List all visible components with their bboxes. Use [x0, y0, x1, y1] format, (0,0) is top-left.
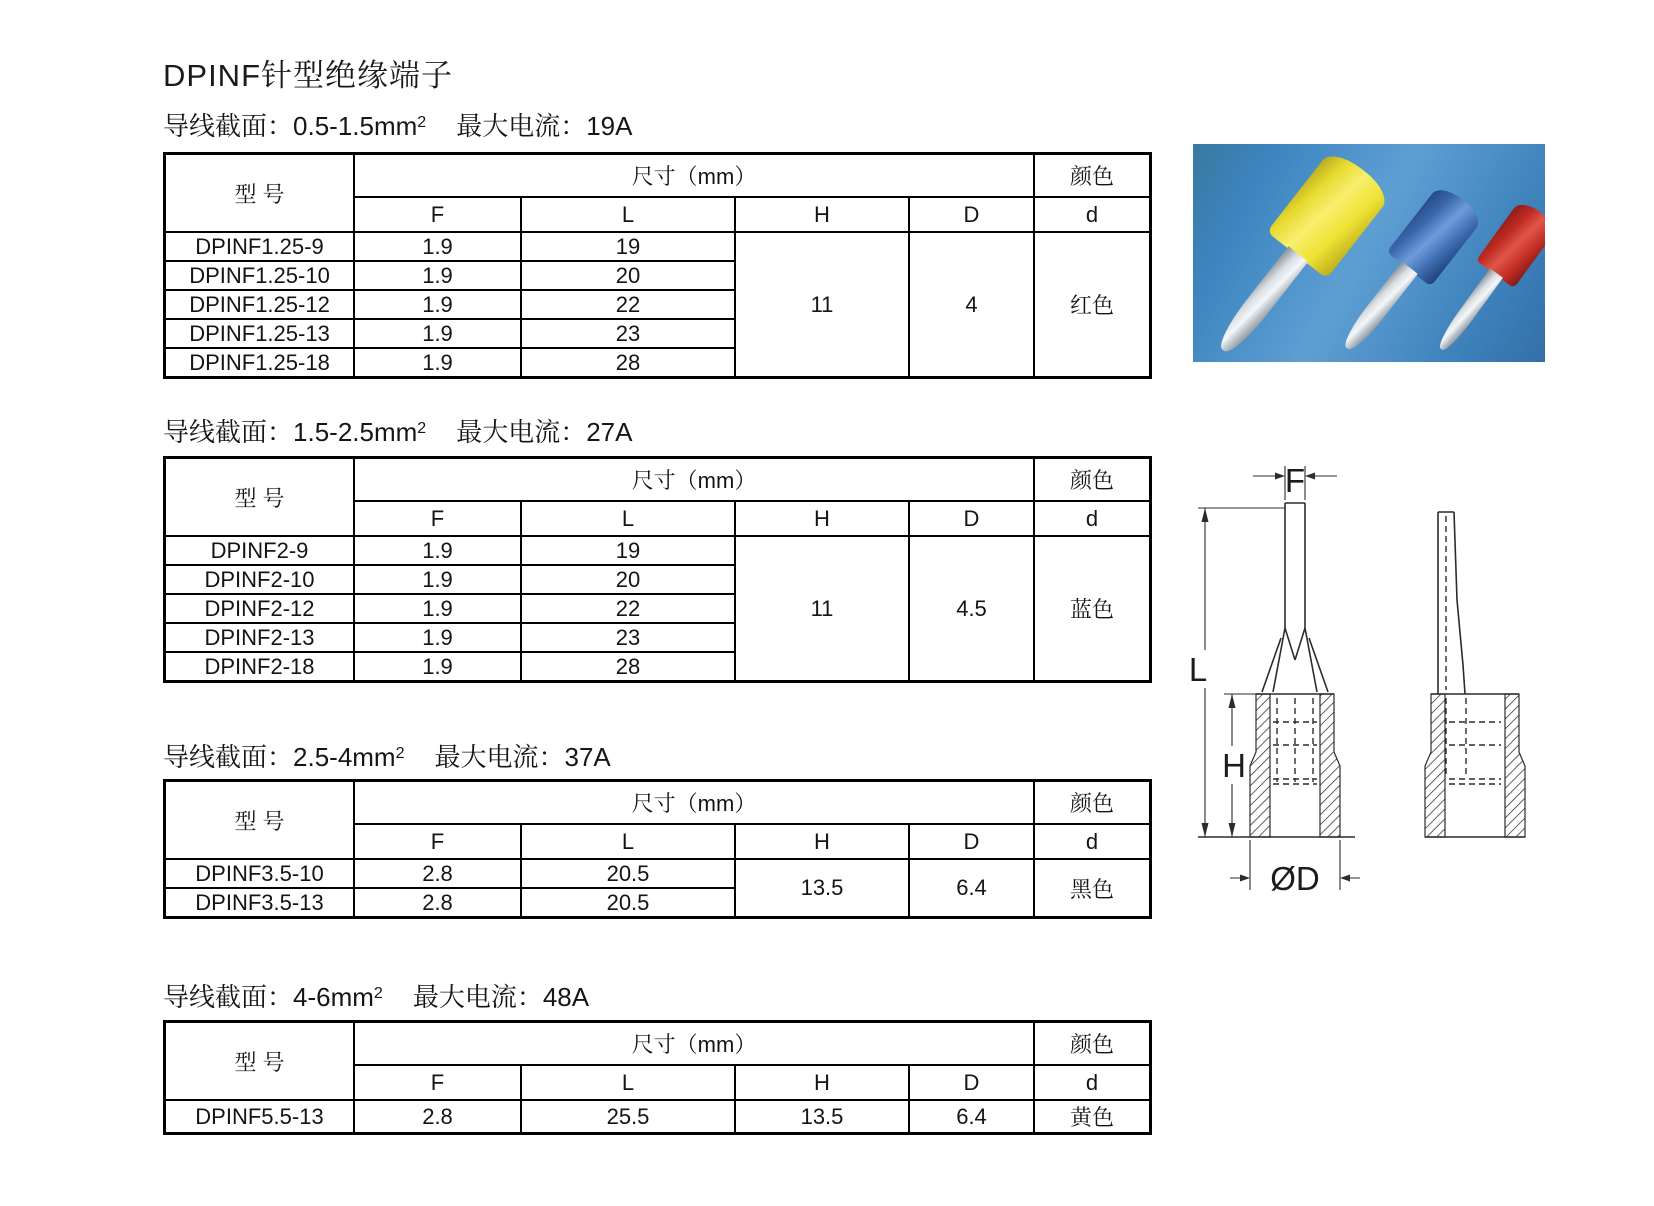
header-dimensions: 尺寸（mm） [354, 1022, 1034, 1066]
col-D: D [909, 1065, 1034, 1100]
col-F: F [354, 501, 521, 536]
l-cell: 25.5 [521, 1100, 735, 1134]
wire-section-label: 导线截面： [163, 982, 294, 1012]
sleeve-wall-left [1250, 694, 1270, 837]
wire-section-range: 0.5-1.5mm [293, 111, 418, 141]
terminal-pin [1339, 262, 1418, 355]
table-row [165, 232, 1151, 261]
h-cell: 13.5 [735, 859, 909, 918]
max-current-label: 最大电流： [434, 742, 565, 772]
l-dim-label: L [1188, 651, 1208, 688]
f-cell: 1.9 [354, 348, 521, 378]
spec-table-2 [163, 456, 1152, 683]
superscript-2: 2 [417, 114, 427, 131]
col-H: H [735, 1065, 909, 1100]
d-cell: 6.4 [909, 1100, 1034, 1134]
model-cell: DPINF2-18 [165, 652, 355, 682]
col-H: H [735, 824, 909, 859]
model-cell: DPINF3.5-13 [165, 888, 355, 918]
product-photo [1193, 144, 1545, 362]
model-cell: DPINF3.5-10 [165, 859, 355, 888]
wire-section-label: 导线截面： [163, 417, 294, 447]
f-cell: 1.9 [354, 232, 521, 261]
l-cell: 20.5 [521, 859, 735, 888]
max-current-label: 最大电流： [412, 982, 543, 1012]
spec-table-4 [163, 1020, 1152, 1135]
color-cell: 黄色 [1034, 1100, 1151, 1134]
color-cell: 红色 [1034, 232, 1151, 378]
header-model: 型 号 [165, 458, 355, 537]
d-cell: 6.4 [909, 859, 1034, 918]
l-cell: 28 [521, 348, 735, 378]
col-D: D [909, 501, 1034, 536]
wire-section-label: 导线截面： [163, 742, 294, 772]
f-cell: 1.9 [354, 261, 521, 290]
side-wall-right [1505, 694, 1525, 837]
header-dimensions: 尺寸（mm） [354, 781, 1034, 825]
superscript-2: 2 [417, 420, 427, 437]
d-cell: 4.5 [909, 536, 1034, 682]
spec-table-1 [163, 152, 1152, 379]
section2-subtitle [163, 412, 632, 449]
f-cell: 2.8 [354, 888, 521, 918]
section3-subtitle [163, 737, 611, 774]
model-cell: DPINF1.25-9 [165, 232, 355, 261]
header-color: 颜色 [1034, 781, 1151, 825]
h-cell: 11 [735, 536, 909, 682]
l-cell: 22 [521, 290, 735, 319]
superscript-2: 2 [373, 985, 383, 1002]
col-d: d [1034, 1065, 1151, 1100]
header-color: 颜色 [1034, 458, 1151, 502]
side-crimp-dashed [1446, 698, 1501, 784]
table-row [165, 859, 1151, 888]
od-dim-label: ØD [1270, 860, 1320, 897]
wire-section-range: 1.5-2.5mm [293, 417, 418, 447]
max-current-value: 19A [586, 111, 633, 141]
max-current-value: 48A [542, 982, 590, 1012]
color-cell: 蓝色 [1034, 536, 1151, 682]
l-cell: 28 [521, 652, 735, 682]
l-cell: 20.5 [521, 888, 735, 918]
f-cell: 1.9 [354, 290, 521, 319]
model-cell: DPINF1.25-13 [165, 319, 355, 348]
l-cell: 23 [521, 319, 735, 348]
wire-section-range: 4-6mm [293, 982, 374, 1012]
max-current-value: 37A [564, 742, 611, 772]
col-L: L [521, 1065, 735, 1100]
col-d: d [1034, 501, 1151, 536]
col-H: H [735, 197, 909, 232]
model-cell: DPINF2-12 [165, 594, 355, 623]
model-cell: DPINF2-13 [165, 623, 355, 652]
h-dim-label: H [1222, 747, 1246, 784]
l-cell: 23 [521, 623, 735, 652]
f-cell: 1.9 [354, 319, 521, 348]
col-F: F [354, 824, 521, 859]
terminal-pin [1213, 246, 1308, 358]
color-cell: 黑色 [1034, 859, 1151, 918]
table-row [165, 1100, 1151, 1134]
h-cell: 11 [735, 232, 909, 378]
pin-front [1285, 503, 1305, 628]
h-cell: 13.5 [735, 1100, 909, 1134]
col-D: D [909, 824, 1034, 859]
col-F: F [354, 197, 521, 232]
l-cell: 19 [521, 232, 735, 261]
l-cell: 20 [521, 565, 735, 594]
header-dimensions: 尺寸（mm） [354, 458, 1034, 502]
max-current-label: 最大电流： [456, 417, 587, 447]
section1-subtitle [163, 106, 632, 143]
f-cell: 1.9 [354, 565, 521, 594]
spec-table-3 [163, 779, 1152, 919]
f-cell: 2.8 [354, 1100, 521, 1134]
l-cell: 22 [521, 594, 735, 623]
model-cell: DPINF1.25-18 [165, 348, 355, 378]
header-model: 型 号 [165, 154, 355, 233]
header-color: 颜色 [1034, 154, 1151, 198]
col-L: L [521, 197, 735, 232]
max-current-label: 最大电流： [456, 111, 587, 141]
header-model: 型 号 [165, 1022, 355, 1101]
f-cell: 1.9 [354, 594, 521, 623]
col-d: d [1034, 197, 1151, 232]
terminal-pin [1434, 268, 1502, 353]
model-cell: DPINF2-9 [165, 536, 355, 565]
col-F: F [354, 1065, 521, 1100]
page-title: DPINF针型绝缘端子 [163, 58, 453, 93]
table-row [165, 536, 1151, 565]
f-cell: 1.9 [354, 623, 521, 652]
f-cell: 1.9 [354, 652, 521, 682]
l-cell: 20 [521, 261, 735, 290]
col-H: H [735, 501, 909, 536]
wire-section-label: 导线截面： [163, 111, 294, 141]
max-current-value: 27A [586, 417, 633, 447]
d-cell: 4 [909, 232, 1034, 378]
crimp-dashed-lines [1273, 698, 1317, 784]
model-cell: DPINF5.5-13 [165, 1100, 355, 1134]
sleeve-wall-right [1320, 694, 1340, 837]
side-wall-left [1425, 694, 1445, 837]
f-cell: 1.9 [354, 536, 521, 565]
l-cell: 19 [521, 536, 735, 565]
wire-section-range: 2.5-4mm [293, 742, 396, 772]
header-model: 型 号 [165, 781, 355, 860]
funnel-front [1262, 628, 1328, 692]
model-cell: DPINF1.25-10 [165, 261, 355, 290]
dimension-diagram [1140, 450, 1560, 905]
f-cell: 2.8 [354, 859, 521, 888]
col-L: L [521, 824, 735, 859]
col-D: D [909, 197, 1034, 232]
model-cell: DPINF2-10 [165, 565, 355, 594]
col-d: d [1034, 824, 1151, 859]
header-color: 颜色 [1034, 1022, 1151, 1066]
col-L: L [521, 501, 735, 536]
model-cell: DPINF1.25-12 [165, 290, 355, 319]
pin-side [1438, 512, 1465, 694]
superscript-2: 2 [395, 745, 405, 762]
f-dim-label: F [1284, 462, 1306, 499]
section4-subtitle [163, 977, 589, 1014]
header-dimensions: 尺寸（mm） [354, 154, 1034, 198]
